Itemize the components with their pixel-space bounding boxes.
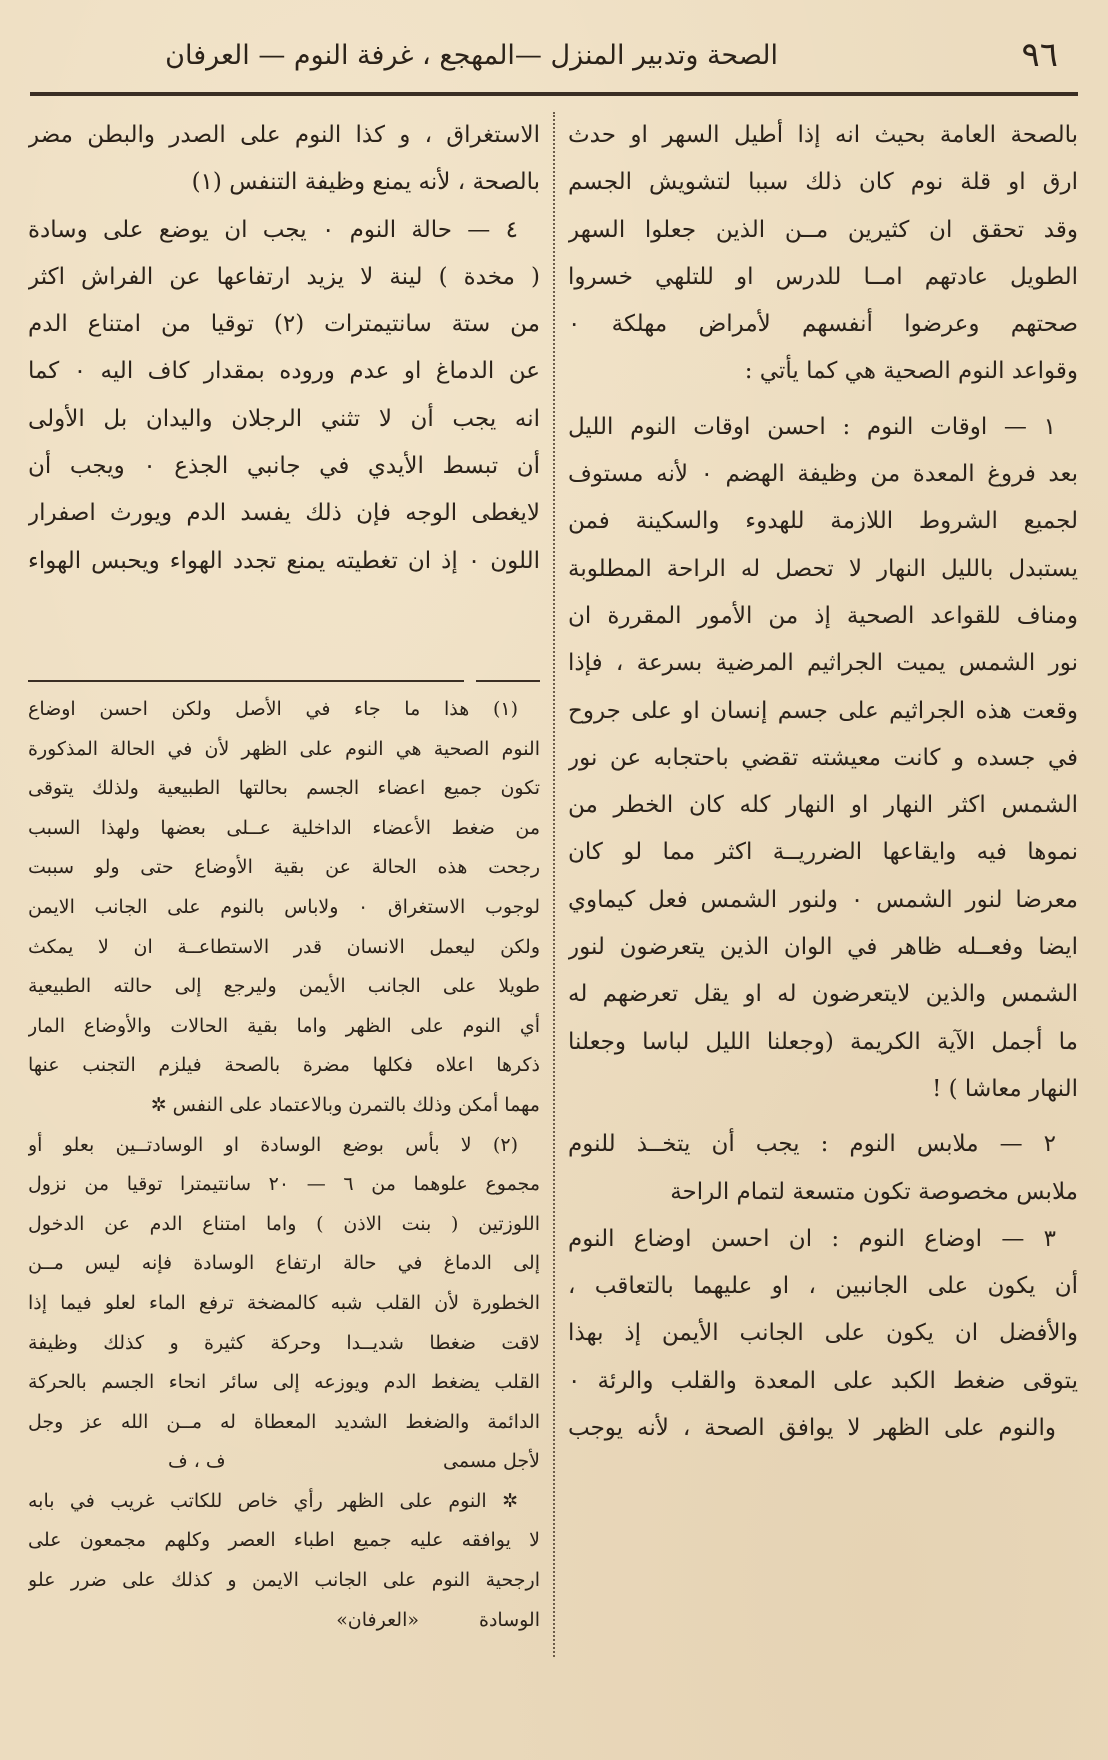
text-line: عن الدماغ او عدم وروده بمقدار كاف اليه ٠ كما [28,358,540,385]
section-heading-line: ٢ — ملابس النوم : يجب أن يتخــذ للنوم [568,1131,1056,1158]
text-line: صحتهم وعرضوا أنفسهم لأمراض مهلكة ٠ [568,311,1078,338]
text-line: في جسده و كانت معيشته تقضي باحتجابه عن نور [568,744,1078,771]
section-sleep-state [28,207,540,585]
text-line: القلب يضغط الدم ويوزعه إلى سائر انحاء الجسم بالحركة [28,1371,540,1394]
footnote-2 [28,1126,540,1482]
author-initials: ف ، ف [168,1450,226,1473]
text-line: يستبدل بالليل النهار لا تحصل له الراحة المطلوبة [568,555,1078,582]
text-line: معرضا لنور الشمس ٠ ولنور الشمس فعل كيماوي [568,886,1078,913]
text-line: النهار معاشا ) ! [932,1075,1078,1102]
text-line: بالصحة ، لأنه يمنع وظيفة التنفس (١) [191,169,540,196]
text-line: ولكن ليعمل الانسان قدر الاستطاعــة ان لا يمكث [28,935,540,958]
text-line: بعد فروغ المعدة من وظيفة الهضم ٠ لأنه مستوف [568,461,1078,488]
text-line: من ضغط الأعضاء الداخلية عــلى بعضها ولهذا السبب [28,816,540,839]
text-line: ايضا وفعــله ظاهر في الوان الذين يتعرضون لنور [568,934,1078,961]
footnote-end-text: الوسادة [478,1608,540,1631]
text-line: ذكرها اعلاه فكلها مضرة بالصحة فيلزم التجنب عنها [28,1054,540,1077]
continuation-paragraph [28,112,540,207]
text-line: أن تبسط الأيدي في جانبي الجذع ٠ ويجب أن [28,453,540,480]
section-heading-line: ٣ — اوضاع النوم : ان احسن اوضاع النوم [568,1225,1056,1252]
text-line: الشمس اكثر النهار او النهار كله كان الخطر من [568,792,1078,819]
text-line: ✲ النوم على الظهر رأي خاص للكاتب غريب في بابه [28,1489,518,1512]
text-line: اللوزتين ( بنت الاذن ) واما امتناع الدم عن الدخول [28,1212,540,1235]
left-column [28,112,540,585]
section-sleep-positions [568,1216,1078,1452]
text-line: الطويل عادتهم امــا للدرس او للتلهي خسروا [568,263,1078,290]
text-line: الخطورة لأن القلب شبه كالمضخة ترفع الماء لعلو فيما إذا [28,1291,540,1314]
text-line: أي النوم على الظهر واما بقية الحالات والأوضاع المار [28,1014,540,1037]
text-line: ملابس مخصوصة تكون متسعة لتمام الراحة [670,1178,1078,1205]
footnote-separator [28,680,540,682]
text-line: إلى الدماغ في حالة ارتفاع الوسادة فإنه ليس مــن [28,1252,540,1275]
section-heading-line: ٤ — حالة النوم ٠ يجب ان يوضع على وسادة [28,216,518,243]
text-line: (٢) لا بأس بوضع الوسادة او الوسادتــين بعلو أو [28,1133,518,1156]
right-column [568,112,1078,1452]
section-heading-line: ١ — اوقات النوم : احسن اوقات النوم الليل [568,413,1056,440]
text-line: تكون جميع اعضاء الجسم بحالتها الطبيعية ولذلك يتوقى [28,777,540,800]
text-line: ارق او قلة نوم كان ذلك سببا لتشويش الجسم [568,169,1078,196]
footnotes [28,690,540,1640]
text-line [28,1442,540,1482]
text-line: مهما أمكن وذلك بالتمرن وبالاعتماد على النفس ✲ [150,1093,540,1116]
text-line: بالصحة العامة بحيث انه إذا أطيل السهر او حدث [568,122,1078,148]
text-line: وقد تحقق ان كثيرين مــن الذين جعلوا السهر [568,216,1078,243]
text-line: ( مخدة ) لينة لا يزيد ارتفاعها عن الفراش اكثر [28,263,540,290]
running-head [30,30,1078,86]
header-rule [30,92,1078,96]
text-line: أن يكون على الجانبين ، او عليهما بالتعاقب ، [568,1273,1078,1300]
editor-signature: «العرفان» [336,1608,419,1631]
text-line: وقعت هذه الجراثيم على جسم إنسان او على جروح [568,697,1078,724]
text-line: طويلا على الجانب الأيمن وليرجع إلى حالته الطبيعية [28,975,540,998]
text-line: من ستة سانتيمترات (٢) توقيا من امتناع الدم [28,311,540,338]
text-line: ارجحية النوم على الجانب الايمن و كذلك على ضرر علو [28,1569,540,1592]
text-line: اللون ٠ إذ ان تغطيته يمنع تجدد الهواء ويحبس الهواء [28,547,540,574]
text-line: لجميع الشروط اللازمة للهدوء والسكينة فمن [568,508,1078,535]
text-line: ما أجمل الآية الكريمة (وجعلنا الليل لباسا وجعلنا [568,1028,1078,1055]
section-sleep-times [568,404,1078,1113]
text-line: نموها فيه وايقاعها الضرريــة اكثر مما لو كان [568,839,1078,866]
section-sleep-clothes [568,1121,1078,1216]
running-title: الصحة وتدبير المنزل —المهجع ، غرفة النوم — العرفان [165,40,778,71]
text-line: رجحت هذه الحالة عن بقية الأوضاع حتى ولو سببت [28,856,540,879]
text-line: نور الشمس يميت الجراثيم المرضية بسرعة ، فإذا [568,650,1078,677]
text-line: ومناف للقواعد الصحية إذ من الأمور المقررة ان [568,602,1078,629]
text-line [28,1601,540,1641]
text-line: انه يجب أن لا تثني الرجلان واليدان بل الأولى [28,405,540,432]
text-line: الشمس والذين لايتعرضون له او يقل تعرضهم له [568,981,1078,1008]
column-divider [553,112,555,1657]
text-line: مجموع علوهما من ٦ — ٢٠ سانتيمترا توقيا من نزول [28,1173,540,1196]
editor-note [28,1482,540,1640]
text-line: الدائمة والضغط الشديد المعطاة له مــن الله عز وجل [28,1410,540,1433]
intro-paragraph [568,112,1078,396]
text-line: لايغطى الوجه فإن ذلك يفسد الدم ويورث اصفرار [28,500,540,527]
text-line: النوم الصحية هي النوم على الظهر لأن في الحالة المذكورة [28,737,540,760]
text-line: لاقت ضغطا شديــدا وحركة كثيرة و كذلك وظيفة [28,1331,540,1354]
text-line: لا يوافقه عليه جميع اطباء العصر وكلهم مجمعون على [28,1529,540,1552]
text-line: يتوقى ضغط الكبد على المعدة والقلب والرئة ٠ [568,1367,1078,1394]
text-line: والأفضل ان يكون على الجانب الأيمن إذ بهذا [568,1320,1078,1347]
text-line: (١) هذا ما جاء في الأصل ولكن احسن اوضاع [28,698,518,720]
text-line: وقواعد النوم الصحية هي كما يأتي : [744,358,1078,385]
text-line: والنوم على الظهر لا يوافق الصحة ، لأنه يوجب [568,1415,1056,1442]
text-line: لوجوب الاستغراق ٠ ولاباس بالنوم على الجانب الايمن [28,895,540,918]
footnote-1 [28,690,540,1126]
text-line: الاستغراق ، و كذا النوم على الصدر والبطن مضر [28,122,540,148]
footnote-end-text: لأجل مسمى [443,1450,540,1473]
page-number: ٩٦ [1021,35,1058,75]
